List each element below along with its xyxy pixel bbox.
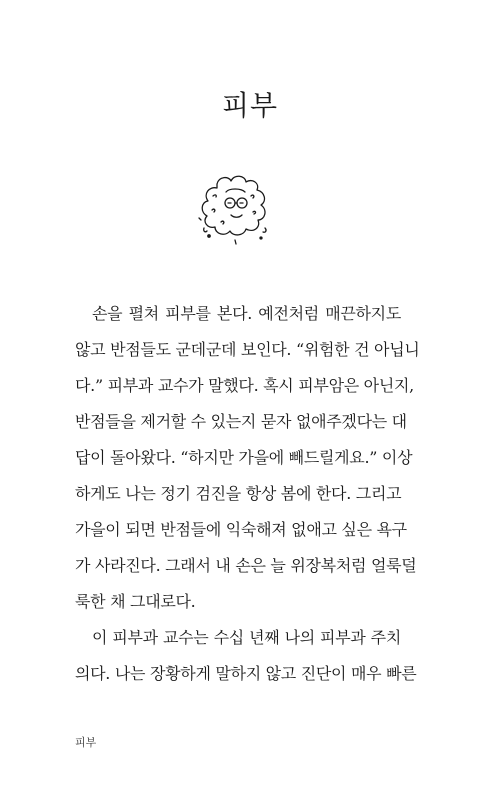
text-line: 가 사라진다. 그래서 내 손은 늘 위장복처럼 얼룩덜 xyxy=(75,556,417,575)
text-line: 룩한 채 그대로다. xyxy=(75,592,196,611)
text-line: 이 피부과 교수는 수십 년째 나의 피부과 주치 xyxy=(92,628,401,647)
text-line: 하게도 나는 정기 검진을 항상 봄에 한다. 그리고 xyxy=(75,484,402,503)
text-line: 다.” 피부과 교수가 말했다. 혹시 피부암은 아닌지, xyxy=(75,376,414,395)
text-line: 의다. 나는 장황하게 말하지 않고 진단이 매우 빠른 xyxy=(75,664,417,683)
page-title: 피부 xyxy=(221,89,279,122)
running-footer: 피부 xyxy=(75,736,97,749)
text-line: 손을 펼쳐 피부를 본다. 예전처럼 매끈하지도 xyxy=(92,304,401,323)
text-line: 가을이 되면 반점들에 익숙해져 없애고 싶은 욕구 xyxy=(75,520,407,539)
skin-blob-face-doodle-icon xyxy=(195,170,275,248)
body-text xyxy=(75,296,420,692)
text-line: 답이 돌아왔다. “하지만 가을에 빼드릴게요.” 이상 xyxy=(75,448,413,467)
text-line: 않고 반점들도 군데군데 보인다. “위험한 건 아닙니 xyxy=(75,340,420,359)
text-line: 반점들을 제거할 수 있는지 묻자 없애주겠다는 대 xyxy=(75,412,407,431)
